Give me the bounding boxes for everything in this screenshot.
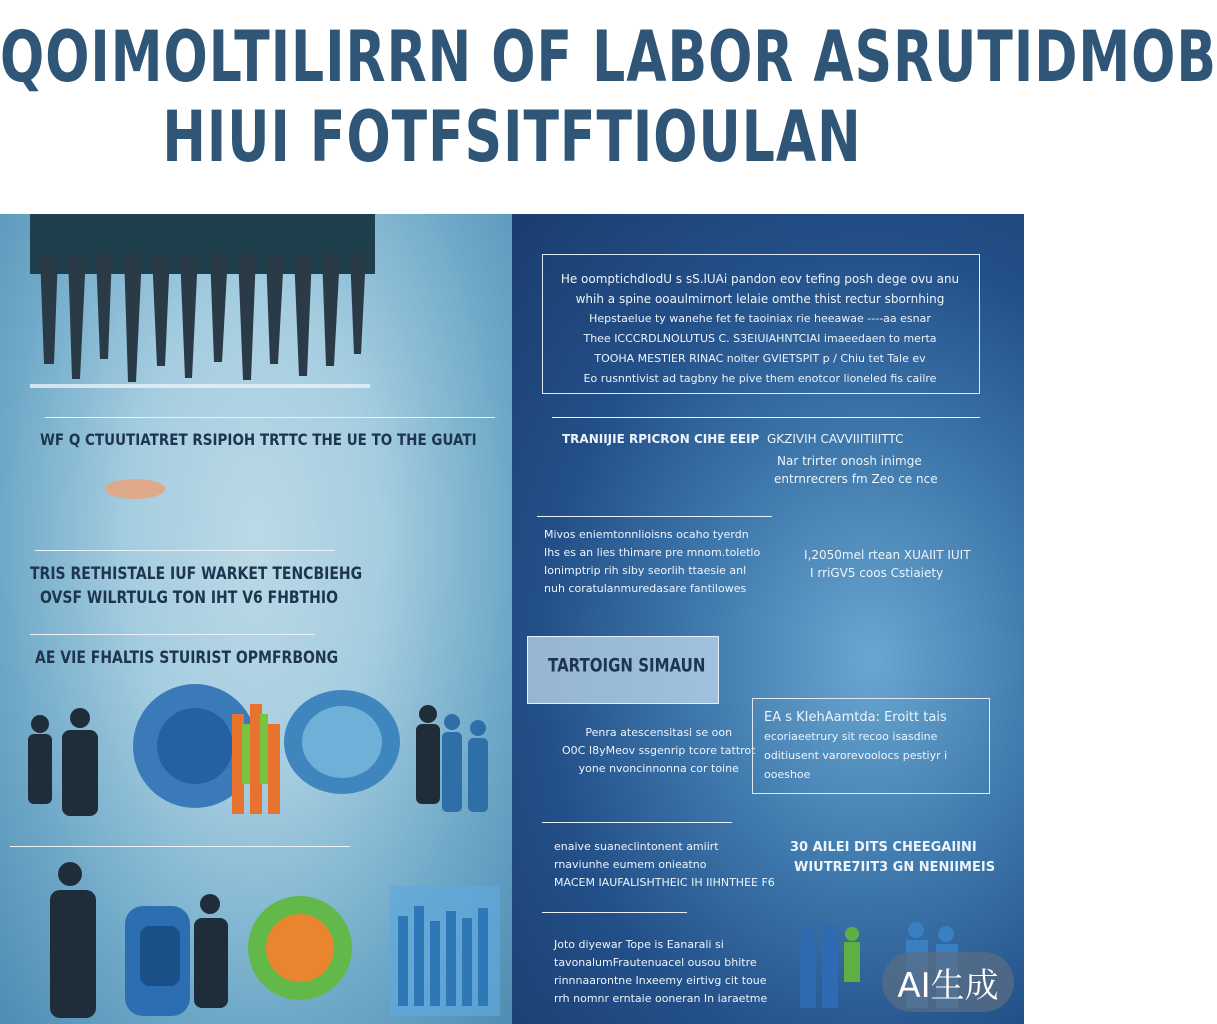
stat-1-line-1: I,2050mel rtean XUAIIT IUIT <box>804 548 971 562</box>
detail-box-text <box>764 708 947 784</box>
row1-right-title: GKZIVIH CAVVIIITIIITTC <box>767 432 904 446</box>
para-3-line-2: rnaviunhe eumem onieatno <box>554 858 707 871</box>
para-4 <box>554 936 767 1008</box>
para-1-line-3: Ionimptrip rih siby seorlih ttaesie anl <box>544 564 747 577</box>
right-panel <box>512 214 1024 1024</box>
para-3-line-3: MACEM IAUFALISHTHEIC IH IIHNTHEE F6 <box>554 876 775 889</box>
intro-line-3: Hepstaelue ty wanehe fet fe taoiniax rie heeawae ----aa esnar <box>589 312 931 325</box>
detail-line-3: oditiusent varorevoolocs pestiyr i <box>764 749 948 762</box>
para-2-line-2: O0C I8yMeov ssgenrip tcore tattrot <box>562 744 756 757</box>
stat-2-line-2: WIUTRE7IIT3 GN NENIIMEIS <box>794 860 996 875</box>
intro-line-6: Eo rusnntivist ad tagbny he pive them enotcor lioneled fis cailre <box>583 372 937 385</box>
ai-generated-watermark: AI生成 <box>882 952 1014 1012</box>
stat-2-line-1: 30 AILEI DITS CHEEGAIINI <box>790 840 977 855</box>
para-4-line-2: tavonalumFrautenuacel ousou bhitre <box>554 956 757 969</box>
intro-line-4: Thee ICCCRDLNOLUTUS C. S3EIUIAHNTCIAI imaeedaen to merta <box>583 332 937 345</box>
right-divider-3 <box>542 822 732 823</box>
detail-line-2: ecoriaeetrury sit recoo isasdine <box>764 730 938 743</box>
para-4-line-4: rrh nomnr erntaie ooneran In iaraetme <box>554 992 768 1005</box>
para-2-line-3: yone nvoncinnonna cor toine <box>578 762 739 775</box>
para-1-line-1: Mivos eniemtonnlioisns ocaho tyerdn <box>544 528 749 541</box>
detail-line-4: ooeshoe <box>764 768 811 781</box>
intro-line-1: He oomptichdlodU s sS.lUAi pandon eov tefing posh dege ovu anu <box>560 272 960 286</box>
para-3-line-1: enaive suaneclintonent amiirt <box>554 840 719 853</box>
intro-box-text <box>548 269 972 389</box>
row1-left-label: TRANIIJIE RPICRON CIHE EEIP <box>562 432 760 446</box>
highlight-box-title: TARTOIGN SIMAUN <box>548 653 706 677</box>
para-2-line-1: Penra atescensitasi se oon <box>585 726 733 739</box>
para-1-line-4: nuh coratulanmuredasare fantilowes <box>544 582 747 595</box>
title-area <box>0 0 1217 214</box>
para-1-line-2: Ihs es an lies thimare pre mnom.toletlo <box>544 546 761 559</box>
para-3 <box>554 838 775 892</box>
row1-right-line-2: entrnrecrers fm Zeo ce nce <box>774 472 938 486</box>
divider-2 <box>35 550 335 551</box>
left-panel <box>0 214 512 1024</box>
para-4-line-3: rinnnaarontne Inxeemy eirtivg cit toue <box>554 974 767 987</box>
intro-line-2: whih a spine ooaulmirnort lelaie omthe thist rectur sbornhing <box>575 292 945 306</box>
detail-line-1: EA s KIehAamtda: Eroitt tais <box>764 710 947 725</box>
hanging-figures-graphic <box>20 254 380 394</box>
para-2 <box>562 724 755 778</box>
title-line-1: QOIMOLTILIRRN OF LABOR ASRUTIDMOB <box>0 17 1217 99</box>
left-heading-2-line-1: TRIS RETHISTALE IUF WARKET TENCBIEHG <box>30 564 363 584</box>
left-heading-2-line-2: OVSF WILRTULG TON IHT V6 FHBTHIO <box>40 588 338 608</box>
divider-3 <box>30 634 315 635</box>
people-and-circles-graphic <box>0 684 512 834</box>
right-divider-4 <box>542 912 687 913</box>
para-4-line-1: Joto diyewar Tope is Eanarali si <box>554 938 724 951</box>
right-divider-2 <box>537 516 772 517</box>
title-line-2: HIUI FOTFSITFTIOULAN <box>162 97 862 179</box>
left-heading-3: AE VIE FHALTIS STUIRIST OPMFRBONG <box>35 648 339 668</box>
para-1 <box>544 526 760 598</box>
divider-1 <box>45 417 495 418</box>
intro-line-5: TOOHA MESTIER RINAC nolter GVIETSPIT p / Chiu tet Tale ev <box>594 352 926 365</box>
right-divider-1 <box>552 417 980 418</box>
row1-right-line-1: Nar trirter onosh inimge <box>777 454 922 468</box>
stat-1-line-2: I rriGV5 coos Cstiaiety <box>810 566 944 580</box>
left-heading-1: WF Q CTUUTIATRET RSIPIOH TRTTC THE UE TO THE GUATI <box>40 430 477 450</box>
orange-accent <box>105 479 165 499</box>
bottom-figures-graphic <box>0 846 512 1024</box>
